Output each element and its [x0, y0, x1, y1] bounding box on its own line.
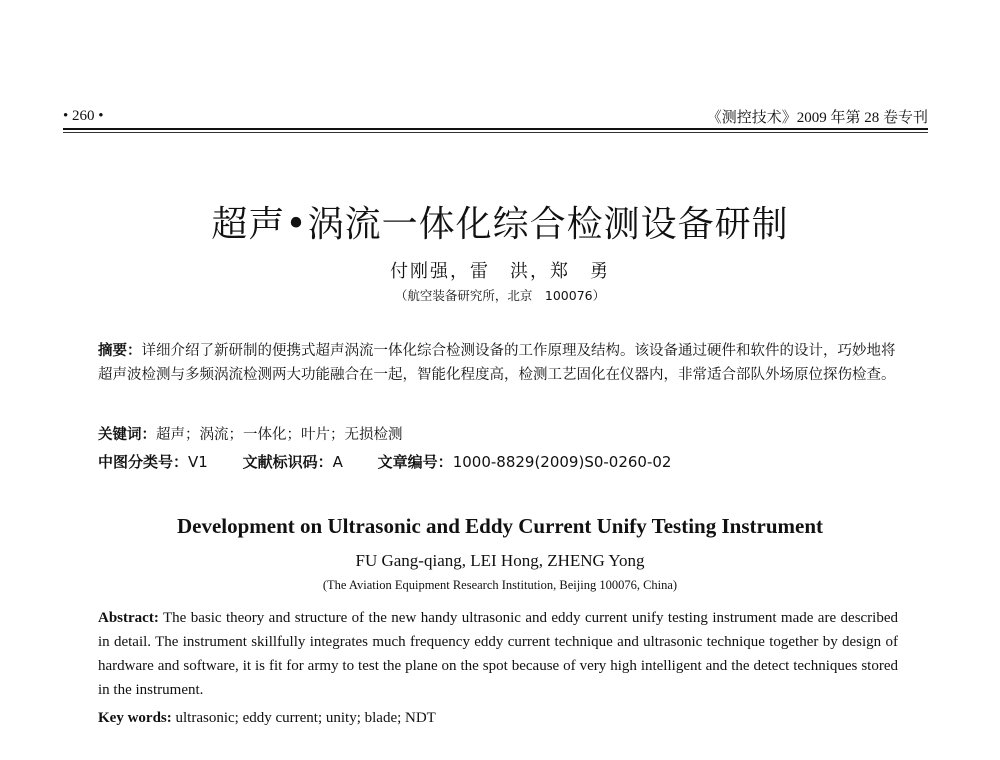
- header-rule-thin: [63, 132, 928, 133]
- keywords-cn-label: 关键词：: [98, 427, 156, 443]
- doc-code-field: [243, 453, 343, 471]
- title-cn: 超声•涡流一体化综合检测设备研制: [211, 204, 789, 245]
- article-number-field: [378, 453, 672, 471]
- keywords-en: [98, 710, 898, 727]
- doc-code-value: A: [332, 453, 343, 471]
- header-rule-thick: [63, 128, 928, 130]
- affiliation-en: (The Aviation Equipment Research Institution, Beijing 100076, China): [322, 578, 678, 592]
- journal-header: 《测控技术》2009 年第 28 卷专刊: [706, 110, 928, 126]
- abstract-cn: [98, 339, 898, 387]
- clc-label: 中图分类号：: [98, 453, 189, 471]
- abstract-en: [98, 606, 898, 702]
- clc-field: [98, 453, 208, 471]
- authors-en: FU Gang-qiang, LEI Hong, ZHENG Yong: [355, 551, 645, 570]
- title-en: Development on Ultrasonic and Eddy Current Unify Testing Instrument: [176, 514, 823, 538]
- keywords-cn-text: 超声；涡流；一体化；叶片；无损检测: [156, 427, 403, 443]
- abstract-en-text: The basic theory and structure of the new handy ultrasonic and eddy current unify testing instrument made are described in detail. The instrument skillfully integrates much frequency eddy current technique and ultrasonic technique together by design of hardware and software, it is fit for army to test the plane on the spot because of very high intelligent and the detect techniques stored in the instrument.: [98, 610, 899, 698]
- abstract-en-label: Abstract:: [98, 610, 159, 626]
- doc-code-label: 文献标识码：: [242, 453, 333, 471]
- affiliation-cn: （航空装备研究所，北京 100076）: [394, 288, 606, 303]
- clc-value: V1: [188, 453, 208, 471]
- page-number: • 260 •: [63, 108, 104, 124]
- abstract-cn-text: 详细介绍了新研制的便携式超声涡流一体化综合检测设备的工作原理及结构。该设备通过硬件和软件的设计，巧妙地将超声波检测与多频涡流检测两大功能融合在一起，智能化程度高，检测工艺固化在仪器内，非常适合部队外场原位探伤检查。: [98, 343, 896, 383]
- keywords-cn: [98, 423, 898, 444]
- article-number-label: 文章编号：: [377, 453, 453, 471]
- keywords-en-text: ultrasonic; eddy current; unity; blade; NDT: [175, 710, 436, 726]
- abstract-cn-label: 摘要：: [98, 343, 142, 359]
- authors-cn: 付刚强，雷 洪，郑 勇: [390, 261, 610, 282]
- classification-line: [98, 451, 898, 472]
- article-number-value: 1000-8829(2009)S0-0260-02: [452, 453, 672, 471]
- keywords-en-label: Key words:: [98, 710, 172, 726]
